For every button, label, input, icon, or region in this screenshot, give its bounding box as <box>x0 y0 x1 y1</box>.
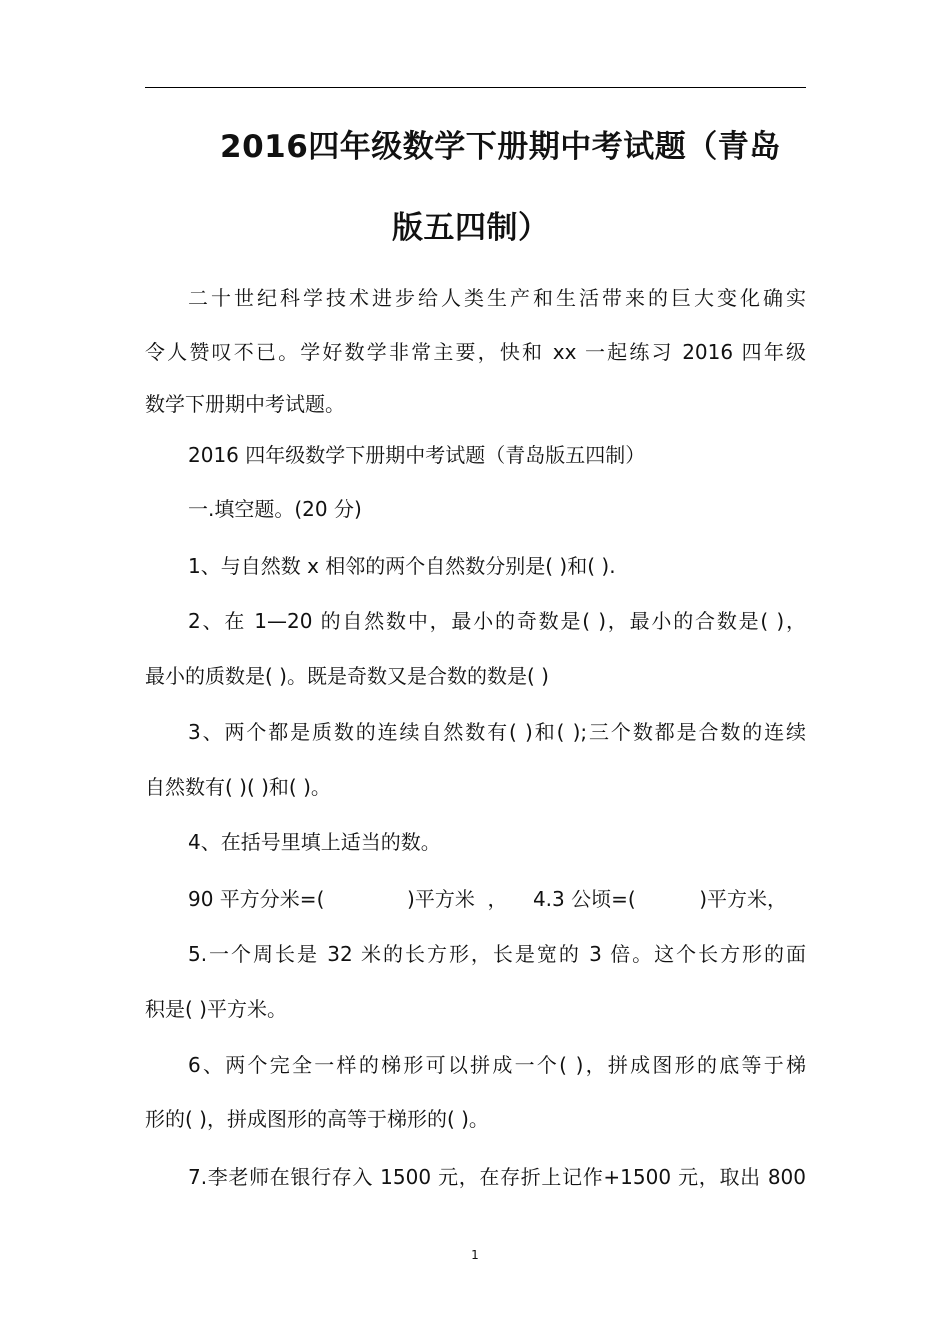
intro-line-1: 二十世纪科学技术进步给人类生产和生活带来的巨大变化确实 <box>188 286 806 310</box>
document-title-line-1: 2016四年级数学下册期中考试题（青岛 <box>220 129 781 165</box>
question-3-line-1: 3、两个都是质数的连续自然数有( )和( );三个数都是合数的连续 <box>188 720 806 744</box>
question-1: 1、与自然数 x 相邻的两个自然数分别是( )和( ). <box>188 554 616 578</box>
question-2-line-1: 2、在 1—20 的自然数中，最小的奇数是( )，最小的合数是( )， <box>188 609 806 633</box>
header-rule <box>145 87 806 88</box>
question-4: 4、在括号里填上适当的数。 <box>188 830 441 854</box>
question-4-conversions <box>188 885 787 913</box>
question-6-line-2: 形的( )，拼成图形的高等于梯形的( )。 <box>145 1107 489 1131</box>
document-title-line-2: 版五四制） <box>392 210 550 246</box>
question-5-line-2: 积是( )平方米。 <box>145 997 287 1021</box>
question-3-line-2: 自然数有( )( )和( )。 <box>145 775 331 799</box>
intro-line-2: 令人赞叹不已。学好数学非常主要，快和 xx 一起练习 2016 四年级 <box>145 340 806 364</box>
question-6-line-1: 6、两个完全一样的梯形可以拼成一个( )，拼成图形的底等于梯 <box>188 1053 806 1077</box>
page-number: 1 <box>471 1248 479 1262</box>
question-5-line-1: 5.一个周长是 32 米的长方形，长是宽的 3 倍。这个长方形的面 <box>188 942 806 966</box>
question-7-line-1: 7.李老师在银行存入 1500 元，在存折上记作+1500 元，取出 800 <box>188 1165 806 1189</box>
question-4-conversions-text: 90 平方分米=( )平方米 ， 4.3 公顷=( )平方米， <box>188 887 788 911</box>
section-heading: 一.填空题。(20 分) <box>188 497 362 521</box>
question-2-line-2: 最小的质数是( )。既是奇数又是合数的数是( ) <box>145 664 549 688</box>
intro-line-3: 数学下册期中考试题。 <box>145 392 345 416</box>
subtitle: 2016 四年级数学下册期中考试题（青岛版五四制） <box>188 443 646 467</box>
